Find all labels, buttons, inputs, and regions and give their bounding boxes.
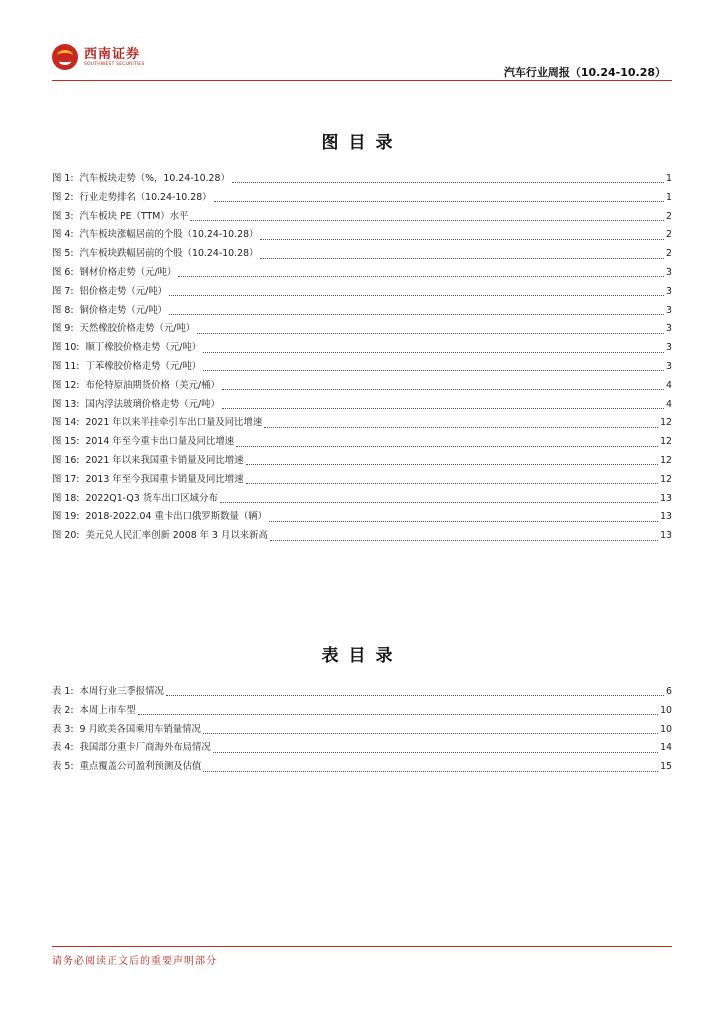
page-header <box>52 40 672 82</box>
toc-entry-text: 钢材价格走势（元/吨） <box>79 266 177 278</box>
toc-entry-page: 2 <box>666 210 672 222</box>
toc-entry-page: 13 <box>660 511 672 523</box>
toc-entry-text: 汽车板块跌幅居前的个股（10.24-10.28） <box>79 248 259 260</box>
toc-entry-label: 表 2: <box>52 704 74 716</box>
toc-leader-dots <box>232 181 664 183</box>
toc-entry-page: 10 <box>660 704 672 716</box>
toc-entry-text: 本周行业三季报情况 <box>79 686 164 697</box>
toc-leader-dots <box>222 407 664 409</box>
toc-entry[interactable] <box>52 245 672 264</box>
toc-leader-dots <box>178 275 664 277</box>
footer-divider <box>52 946 672 947</box>
toc-entry-page: 3 <box>666 342 672 354</box>
toc-entry-text: 我国部分重卡厂商海外布局情况 <box>79 742 211 754</box>
toc-entry-page: 3 <box>666 304 672 316</box>
toc-entry-page: 14 <box>660 742 672 754</box>
toc-leader-dots <box>203 732 658 734</box>
toc-leader-dots <box>260 257 664 259</box>
toc-entry-label: 图 11: <box>52 360 80 372</box>
toc-entry-page: 15 <box>660 761 672 773</box>
toc-entry-text: 铜价格走势（元/吨） <box>79 304 168 316</box>
toc-entry-text: 2021 年以来半挂牵引车出口量及同比增速 <box>85 417 263 429</box>
toc-entry-text: 2022Q1-Q3 货车出口区域分布 <box>85 492 218 504</box>
toc-entry[interactable] <box>52 283 672 302</box>
toc-entry-label: 图 12: <box>52 379 80 391</box>
toc-entry-label: 图 6: <box>52 266 74 278</box>
toc-entry-page: 12 <box>660 417 672 429</box>
toc-entry[interactable] <box>52 758 672 777</box>
toc-leader-dots <box>246 463 659 465</box>
toc-leader-dots <box>169 294 664 296</box>
logo-name-en: SOUTHWEST SECURITIES <box>84 61 145 67</box>
toc-entry-page: 12 <box>660 454 672 466</box>
toc-leader-dots <box>220 501 658 503</box>
header-divider <box>52 80 672 81</box>
toc-entry-label: 图 1: <box>52 173 74 184</box>
toc-entry-label: 图 18: <box>52 492 80 504</box>
toc-entry[interactable] <box>52 208 672 227</box>
toc-entry-text: 2021 年以来我国重卡销量及同比增速 <box>85 454 244 466</box>
toc-leader-dots <box>190 219 664 221</box>
toc-leader-dots <box>260 238 664 240</box>
toc-entry-page: 10 <box>660 723 672 735</box>
toc-entry-page: 1 <box>666 191 672 203</box>
tables-toc-list <box>52 683 672 777</box>
toc-entry-page: 2 <box>666 248 672 260</box>
toc-entry[interactable] <box>52 683 672 702</box>
toc-entry-label: 图 7: <box>52 285 74 297</box>
toc-leader-dots <box>236 445 658 447</box>
toc-entry[interactable] <box>52 702 672 721</box>
toc-entry-text: 9 月欧美各国乘用车销量情况 <box>79 723 201 735</box>
toc-entry[interactable] <box>52 377 672 396</box>
toc-leader-dots <box>222 388 664 390</box>
report-title: 汽车行业周报（10.24-10.28） <box>503 66 666 79</box>
toc-entry-label: 图 2: <box>52 191 74 203</box>
tables-toc-title: 表目录 <box>321 646 403 666</box>
toc-entry-text: 汽车板块走势（%，10.24-10.28） <box>79 173 230 184</box>
toc-entry-page: 6 <box>666 686 672 697</box>
toc-entry-page: 2 <box>666 229 672 241</box>
toc-entry[interactable] <box>52 396 672 415</box>
toc-entry-page: 3 <box>666 285 672 297</box>
toc-entry-text: 丁苯橡胶价格走势（元/吨） <box>85 360 202 372</box>
toc-entry-page: 3 <box>666 360 672 372</box>
toc-entry-text: 汽车板块 PE（TTM）水平 <box>79 210 189 222</box>
toc-entry-text: 美元兑人民汇率创新 2008 年 3 月以来新高 <box>85 530 268 542</box>
toc-entry-label: 图 20: <box>52 530 80 542</box>
toc-entry[interactable] <box>52 264 672 283</box>
toc-entry-text: 2018-2022.04 重卡出口俄罗斯数量（辆） <box>85 511 267 523</box>
toc-entry-text: 国内浮法玻璃价格走势（元/吨） <box>85 398 220 410</box>
toc-leader-dots <box>264 426 658 428</box>
toc-entry[interactable] <box>52 721 672 740</box>
toc-leader-dots <box>246 482 659 484</box>
toc-entry-text: 天然橡胶价格走势（元/吨） <box>79 323 196 335</box>
toc-leader-dots <box>203 770 658 772</box>
footer-notice: 请务必阅读正文后的重要声明部分 <box>52 956 217 967</box>
toc-entry[interactable] <box>52 452 672 471</box>
toc-entry-label: 图 17: <box>52 473 80 485</box>
toc-entry[interactable] <box>52 339 672 358</box>
toc-entry-label: 图 19: <box>52 511 80 523</box>
toc-entry-label: 图 4: <box>52 229 74 241</box>
toc-entry[interactable] <box>52 320 672 339</box>
toc-entry-label: 图 3: <box>52 210 74 222</box>
toc-entry-label: 表 4: <box>52 742 74 754</box>
toc-entry-text: 2014 年至今重卡出口量及同比增速 <box>85 436 235 448</box>
toc-entry[interactable] <box>52 527 672 546</box>
toc-entry-page: 4 <box>666 398 672 410</box>
logo-emblem-icon <box>52 44 78 70</box>
toc-entry-page: 13 <box>660 492 672 504</box>
toc-leader-dots <box>269 520 658 522</box>
toc-entry-label: 图 13: <box>52 398 80 410</box>
toc-leader-dots <box>270 539 658 541</box>
toc-leader-dots <box>197 332 664 334</box>
toc-entry-label: 图 16: <box>52 454 80 466</box>
toc-entry[interactable] <box>52 358 672 377</box>
toc-entry-text: 汽车板块涨幅居前的个股（10.24-10.28） <box>79 229 259 241</box>
toc-entry-text: 行业走势排名（10.24-10.28） <box>79 191 212 203</box>
toc-entry[interactable] <box>52 490 672 509</box>
toc-entry[interactable] <box>52 433 672 452</box>
toc-entry-label: 表 5: <box>52 761 74 773</box>
toc-entry-text: 本周上市车型 <box>79 704 136 716</box>
toc-entry-page: 12 <box>660 436 672 448</box>
toc-entry-label: 图 9: <box>52 323 74 335</box>
toc-entry-text: 铝价格走势（元/吨） <box>79 285 168 297</box>
toc-entry-label: 表 3: <box>52 723 74 735</box>
toc-entry-label: 图 8: <box>52 304 74 316</box>
toc-entry-page: 4 <box>666 379 672 391</box>
toc-leader-dots <box>138 713 658 715</box>
toc-entry-label: 图 15: <box>52 436 80 448</box>
toc-leader-dots <box>166 694 664 696</box>
toc-entry[interactable] <box>52 302 672 321</box>
toc-leader-dots <box>203 351 664 353</box>
toc-entry-text: 2013 年至今我国重卡销量及同比增速 <box>85 473 244 485</box>
toc-entry-page: 1 <box>666 173 672 184</box>
toc-entry-page: 12 <box>660 473 672 485</box>
toc-entry-page: 13 <box>660 530 672 542</box>
toc-entry-label: 图 10: <box>52 342 80 354</box>
toc-entry[interactable] <box>52 739 672 758</box>
toc-entry[interactable] <box>52 170 672 189</box>
toc-entry-text: 重点覆盖公司盈利预测及估值 <box>79 761 202 773</box>
toc-leader-dots <box>169 313 664 315</box>
toc-entry-label: 表 1: <box>52 686 74 697</box>
toc-entry-page: 3 <box>666 323 672 335</box>
toc-entry-text: 布伦特原油期货价格（美元/桶） <box>85 379 220 391</box>
toc-leader-dots <box>214 200 664 202</box>
toc-entry[interactable] <box>52 189 672 208</box>
figures-toc-list <box>52 170 672 546</box>
toc-entry[interactable] <box>52 508 672 527</box>
toc-leader-dots <box>203 369 664 371</box>
toc-entry[interactable] <box>52 226 672 245</box>
toc-entry-label: 图 14: <box>52 417 80 429</box>
toc-entry-label: 图 5: <box>52 248 74 260</box>
toc-leader-dots <box>213 751 658 753</box>
toc-entry-page: 3 <box>666 266 672 278</box>
logo-name-cn: 西南证券 <box>84 46 141 62</box>
toc-entry[interactable] <box>52 414 672 433</box>
toc-entry[interactable] <box>52 471 672 490</box>
company-logo <box>52 44 145 70</box>
figures-toc-title: 图目录 <box>321 133 403 153</box>
toc-entry-text: 顺丁橡胶价格走势（元/吨） <box>85 342 202 354</box>
